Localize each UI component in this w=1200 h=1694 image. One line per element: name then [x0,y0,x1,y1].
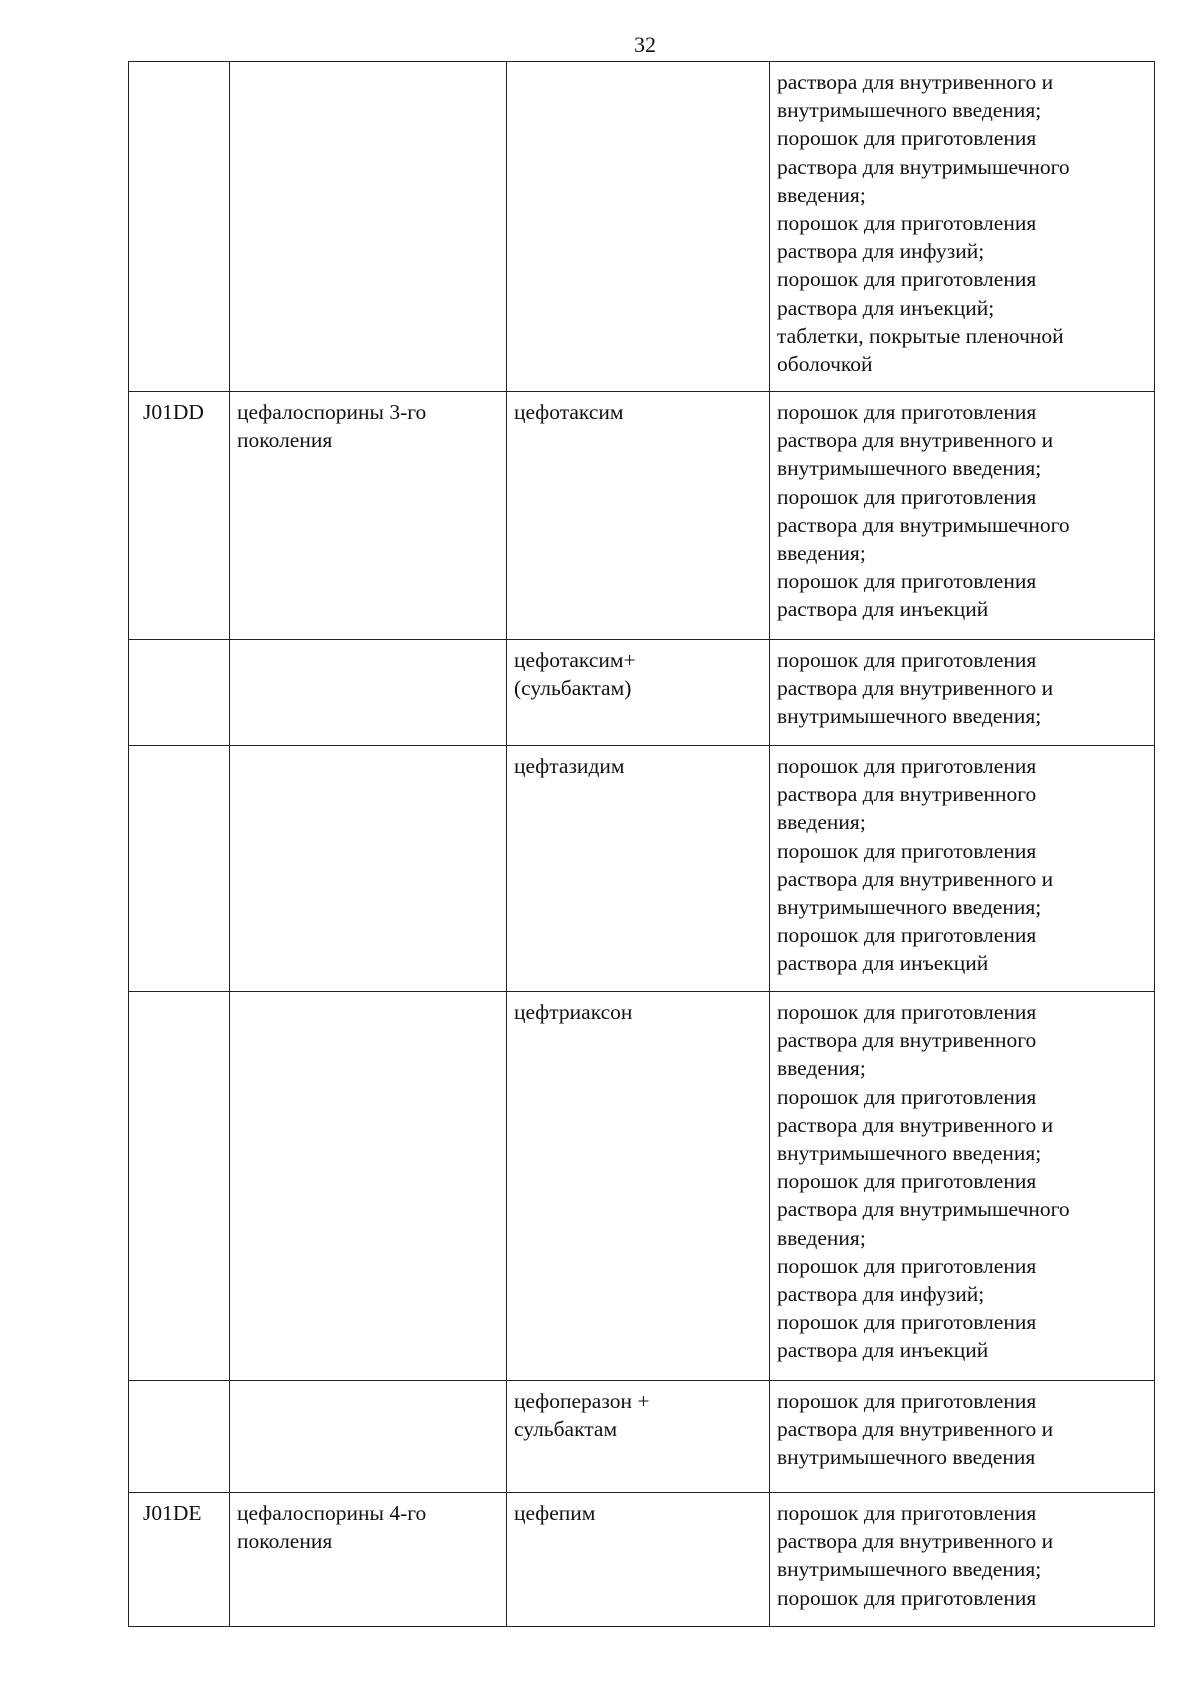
group-cell [230,62,507,392]
dosage-forms-cell: порошок для приготовления раствора для внутривенного введения; порошок для приготовления раствора для внутривенного и внутримышечного введения; порошок для приготовления раствора для внутримышечного введения; порошок для приготовления раствора для инфузий; порошок для приготовления раствора для инъекций [770,992,1155,1381]
dosage-forms-cell: порошок для приготовления раствора для внутривенного и внутримышечного введения; порошок для приготовления раствора для внутримышечного введения; порошок для приготовления раствора для инъекций [770,392,1155,640]
table-row [129,746,1155,992]
dosage-forms-cell: порошок для приготовления раствора для внутривенного и внутримышечного введения; [770,640,1155,746]
drug-cell: цефоперазон + сульбактам [507,1381,770,1493]
dosage-forms-cell: порошок для приготовления раствора для внутривенного введения; порошок для приготовления раствора для внутривенного и внутримышечного введения; порошок для приготовления раствора для инъекций [770,746,1155,992]
table-row [129,640,1155,746]
drug-cell: цефепим [507,1493,770,1627]
dosage-forms-cell: порошок для приготовления раствора для внутривенного и внутримышечного введения; порошок для приготовления [770,1493,1155,1627]
drug-cell: цефотаксим [507,392,770,640]
table-row [129,992,1155,1381]
drug-table [128,61,1155,1627]
atc-code-cell [129,992,230,1381]
drug-cell: цефтазидим [507,746,770,992]
drug-cell: цефтриаксон [507,992,770,1381]
page-number: 32 [634,32,656,57]
drug-cell: цефотаксим+ (сульбактам) [507,640,770,746]
table-row [129,1381,1155,1493]
atc-code-cell: J01DD [129,392,230,640]
group-cell [230,1381,507,1493]
dosage-forms-cell: порошок для приготовления раствора для внутривенного и внутримышечного введения [770,1381,1155,1493]
group-cell: цефалоспорины 4-го поколения [230,1493,507,1627]
atc-code-cell [129,746,230,992]
atc-code-cell [129,640,230,746]
group-cell [230,992,507,1381]
group-cell [230,746,507,992]
dosage-forms-cell: раствора для внутривенного и внутримышечного введения; порошок для приготовления раствора для внутримышечного введения; порошок для приготовления раствора для инфузий; порошок для приготовления раствора для инъекций; таблетки, покрытые пленочной оболочкой [770,62,1155,392]
atc-code-cell [129,1381,230,1493]
group-cell [230,640,507,746]
drug-cell [507,62,770,392]
atc-code-cell: J01DE [129,1493,230,1627]
group-cell: цефалоспорины 3-го поколения [230,392,507,640]
table-row [129,1493,1155,1627]
table-row [129,62,1155,392]
table-row [129,392,1155,640]
atc-code-cell [129,62,230,392]
